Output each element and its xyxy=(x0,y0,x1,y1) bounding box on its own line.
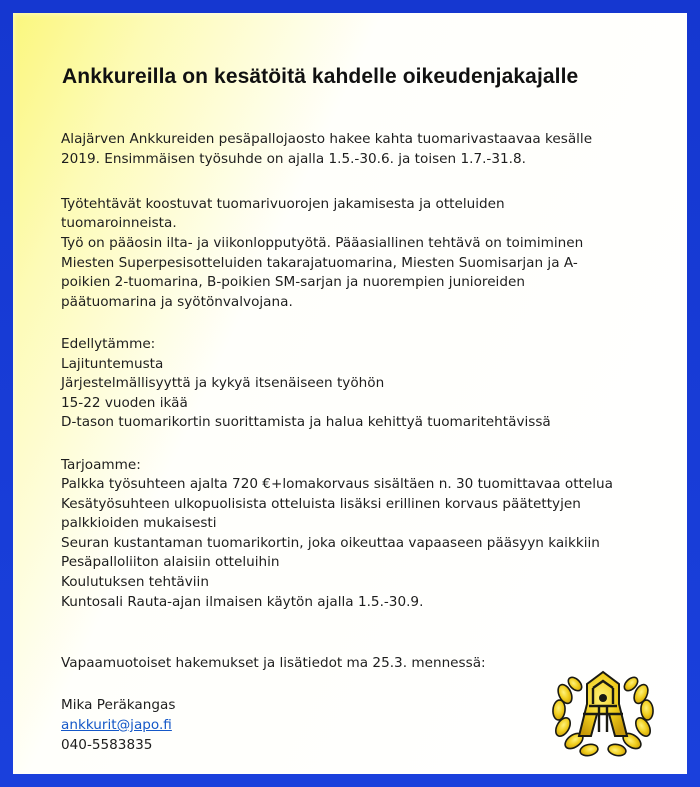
page-title: Ankkureilla on kesätöitä kahdelle oikeudenjakajalle xyxy=(62,65,579,88)
list-item: Koulutuksen tehtäviin xyxy=(61,574,209,591)
contact-email-link[interactable]: ankkurit@japo.fi xyxy=(61,717,172,734)
text-line: Työtehtävät koostuvat tuomarivuorojen jakamisesta ja otteluiden xyxy=(61,195,505,212)
text-line: Työ on pääosin ilta- ja viikonlopputyötä. Pääasiallinen tehtävä on toimiminen xyxy=(61,234,584,251)
list-item: Kesätyösuhteen ulkopuolisista otteluista lisäksi erillinen korvaus päätettyjen xyxy=(61,495,581,512)
tasks-section xyxy=(61,195,661,313)
text-line: päätuomarina ja syötönvalvojana. xyxy=(61,293,293,310)
crest-dot xyxy=(599,694,607,702)
list-item: D-tason tuomarikortin suorittamista ja halua kehittyä tuomaritehtävissä xyxy=(61,414,551,431)
text-line: 2019. Ensimmäisen työsuhde on ajalla 1.5.-30.6. ja toisen 1.7.-31.8. xyxy=(61,150,526,167)
intro-section xyxy=(61,130,661,169)
contact-name: Mika Peräkangas xyxy=(61,697,176,714)
list-item: palkkioiden mukaisesti xyxy=(61,515,217,532)
text-line: tuomaroinneista. xyxy=(61,215,177,232)
text-line: poikien 2-tuomarina, B-poikien SM-sarjan ja nuorempien junioreiden xyxy=(61,274,525,291)
requirements-section xyxy=(61,335,661,433)
club-crest-icon xyxy=(549,654,657,762)
list-item: Kuntosali Rauta-ajan ilmaisen käytön ajalla 1.5.-30.9. xyxy=(61,593,424,610)
text-line: Miesten Superpesisotteluiden takarajatuomarina, Miesten Suomisarjan ja A- xyxy=(61,254,578,271)
announcement-card xyxy=(13,13,687,774)
list-item: Järjestelmällisyyttä ja kykyä itsenäiseen työhön xyxy=(61,375,385,392)
list-item: Lajituntemusta xyxy=(61,355,164,372)
list-item: Seuran kustantaman tuomarikortin, joka oikeuttaa vapaaseen pääsyyn kaikkiin xyxy=(61,534,600,551)
application-deadline: Vapaamuotoiset hakemukset ja lisätiedot ma 25.3. mennessä: xyxy=(61,655,486,672)
list-item: Palkka työsuhteen ajalta 720 €+lomakorvaus sisältäen n. 30 tuomittavaa ottelua xyxy=(61,476,613,493)
list-item: 15-22 vuoden ikää xyxy=(61,394,188,411)
list-item: Pesäpalloliiton alaisiin otteluihin xyxy=(61,554,280,571)
text-line: Alajärven Ankkureiden pesäpallojaosto hakee kahta tuomarivastaavaa kesälle xyxy=(61,131,593,147)
contact-phone: 040-5583835 xyxy=(61,736,153,753)
requirements-heading: Edellytämme: xyxy=(61,335,156,352)
offer-section xyxy=(61,456,661,613)
offer-heading: Tarjoamme: xyxy=(61,456,141,473)
